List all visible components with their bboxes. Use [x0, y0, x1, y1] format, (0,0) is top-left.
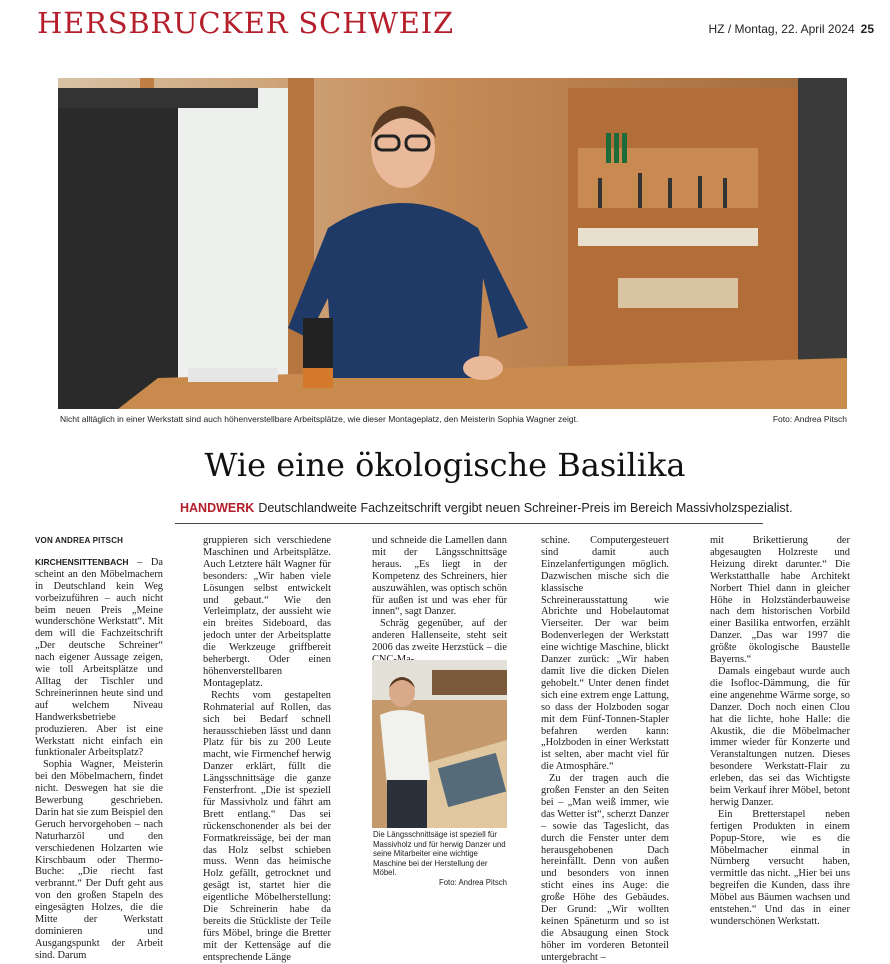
byline: VON ANDREA PITSCH: [35, 536, 124, 545]
sawing-photo-caption: [373, 830, 507, 888]
caption-text: Die Längsschnittsäge ist speziell für Massivholz und für herwig Danzer und seine Mitarbeiter eine wichtige Maschine bei der Herstellung der Möbel.: [373, 830, 506, 878]
paragraph: mit Brikettierung der abgesaugten Holzreste und Heizung direkt darunter.“ Die Werkstatthalle habe Architekt Norbert Thiel dann in gleicher Höhe in Holzständerbauweise nach dem historischen Vorbild einer Basilika entworfen, erzählt Danzer. „Das war 1997 die größte ökologische Baustelle Bayerns.“: [710, 535, 850, 666]
subheadline: Deutschlandweite Fachzeitschrift vergibt neuen Schreiner-Preis im Bereich Massivholzspezialist.: [258, 501, 793, 515]
article-kicker: [180, 501, 793, 515]
article-column-2: [203, 535, 331, 964]
paragraph: Sophia Wagner, Meisterin bei den Möbelmachern, findet nicht. Deswegen hat sie die Bewerbung geschrieben. Darin hat sie zum Beispiel den Geruch hervorgehoben – nach Naturharzöl und den verschiedenen Holzarten wie Kirschbaum oder Thermo-Buche: „Die riecht fast verbrannt.“ Der Duft geht aus von den großen Stapeln des eingesägten Holzes, die die Mitte der Werkstatt dominieren und Ausgangspunkt der Arbeit sind. Darum: [35, 759, 163, 961]
article-column-4: [541, 535, 669, 964]
photo-credit: Foto: Andrea Pitsch: [772, 414, 847, 424]
paragraph: gruppieren sich verschiedene Maschinen und Arbeitsplätze. Auch Letztere hält Wagner für besonders: „Wir haben viele Lösungen selbst entwickelt und gebaut.“ Wie den Verleimplatz, der aussieht wie ein breites Sideboard, das jedoch unter der Arbeitsplatte die Werkzeuge griffbereit beherbergt. Oder einen höhenverstellbaren Montageplatz.: [203, 535, 331, 689]
paragraph: Ein Bretterstapel neben fertigen Produkten in einem Popup-Store, wie es die Möbelmacher einmal in Nürnberg versucht haben, vermittle das nicht. „Hier bei uns begreifen die Kunden, dass ihre Möbel aus Bäumen wachsen und entstehen.“ Und das in einer wunderschönen Werkstatt.: [710, 808, 850, 927]
headline-rule: [175, 523, 763, 524]
caption-text: Nicht alltäglich in einer Werkstatt sind auch höhenverstellbare Arbeitsplätze, wie dieser Montageplatz, den Meisterin Sophia Wagner zeigt.: [60, 414, 579, 424]
sawing-photo: [372, 660, 507, 828]
paragraph: und schneide die Lamellen dann mit der Längsschnittsäge heraus. „Es liegt in der Kompetenz des Schreiners, hier auszuwählen, was optisch schön für außen ist und was eher für innen“, sagt Danzer.: [372, 535, 507, 618]
saw-photo-illustration: [372, 660, 507, 828]
workshop-photo-illustration: [58, 78, 847, 409]
paragraph-text: – Da scheint an den Möbelmachern in Deutschland kein Weg vorbeizuführen – auch nicht beim neuen Preis „Meine wunderschöne Werkstatt“. Mit dem will die Fachzeitschrift „Der deutsche Schreiner“ nach eigener Aussage zeigen, wie toll Arbeitsplätze und Alltag der Tischler und Schreinerinnen heute sind und auf welchem Niveau Handwerksbetriebe produzieren. Aber ist eine Werkstatt nicht einfach ein funktionaler Arbeitsplatz?: [35, 556, 163, 759]
article-column-5: [710, 535, 850, 928]
paragraph: schine. Computergesteuert sind damit auch Einzelanfertigungen möglich. Dazwischen mische sich die klassische Schreinerausstattung wie Abrichte und Hobelautomat Vierseiter. Der war beim Bodenverlegen der Werkstatt eine wichtige Maschine, blickt Danzer zurück: „Wir haben damit live die dicken Dielen gehobelt.“ Unter denen findet sich eine extrem enge Lattung, so dass der Holzboden sogar mit dem Fünf-Tonnen-Stapler befahren werden kann: „Holzboden in einer Werkstatt ist selten, aber macht viel für die Atmosphäre.“: [541, 535, 669, 773]
page-meta: [709, 22, 874, 36]
photo-credit: Foto: Andrea Pitsch: [438, 877, 507, 887]
dateline: KIRCHENSITTENBACH: [35, 556, 129, 567]
main-photo-caption: [60, 414, 847, 424]
page-number: 25: [860, 22, 874, 36]
main-photo: [58, 78, 847, 409]
article-headline: Wie eine ökologische Basilika: [204, 446, 686, 484]
issue-date: HZ / Montag, 22. April 2024: [708, 22, 855, 36]
paragraph: Damals eingebaut wurde auch die Isofloc-Dämmung, die für eine angenehme Wärme sorge, so Danzer. Doch noch einen Clou hat die lichte, hohe Halle: die Akustik, die die Möbelmacher immer wieder für Konzerte und Veranstaltungen nutzen. Dieses besondere Werkstatt-Flair zu erleben, das sei das Wichtigste beim Verkauf ihrer Möbel, betont herwig Danzer.: [710, 665, 850, 808]
paragraph: [35, 557, 163, 759]
article-column-1: [35, 535, 163, 962]
section-title: HERSBRUCKER SCHWEIZ: [37, 6, 454, 40]
kicker-label: HANDWERK: [180, 501, 255, 515]
paragraph: Zu der tragen auch die großen Fenster an den Seiten bei – „Man weiß immer, wie das Wetter ist“, scherzt Danzer – sowie das Tageslicht, das durch die Fenster unter dem herausgehobenen Dach hereinfällt. Denn von außen und besonders von innen sticht eines ins Auge: die große Höhe des Gebäudes. Der Grund: „Wir wollten keinen Späneturm und so ist die Absaugung einen Stock höher im vorderen Betonteil untergebracht –: [541, 773, 669, 963]
paragraph: Schräg gegenüber, auf der anderen Hallenseite, steht seit 2006 das zweite Herzstück – die: [372, 618, 507, 654]
paragraph: Rechts vom gestapelten Rohmaterial auf Rollen, das sich bei Bedarf schnell herausschieben lässt und dann Platz für bis zu 200 Leute macht, wie Firmenchef herwig Danzer erklärt, füllt die Längsschnittsäge die ganze Fensterfront. „Die ist speziell für Massivholz und fährt am Brett entlang.“ Das sei rückenschonender als bei der Formatkreissäge, bei der man das Holz selbst schieben muss. Wenn das heimische Holz gefällt, getrocknet und gesägt ist, startet hier die eigentliche Möbelherstellung: Die Schreinerin habe da bereits die Stückliste der Teile fürs Möbel, bringe die Bretter mit der Kettensäge auf die entsprechende Länge: [203, 689, 331, 963]
article-column-3: [372, 535, 507, 666]
